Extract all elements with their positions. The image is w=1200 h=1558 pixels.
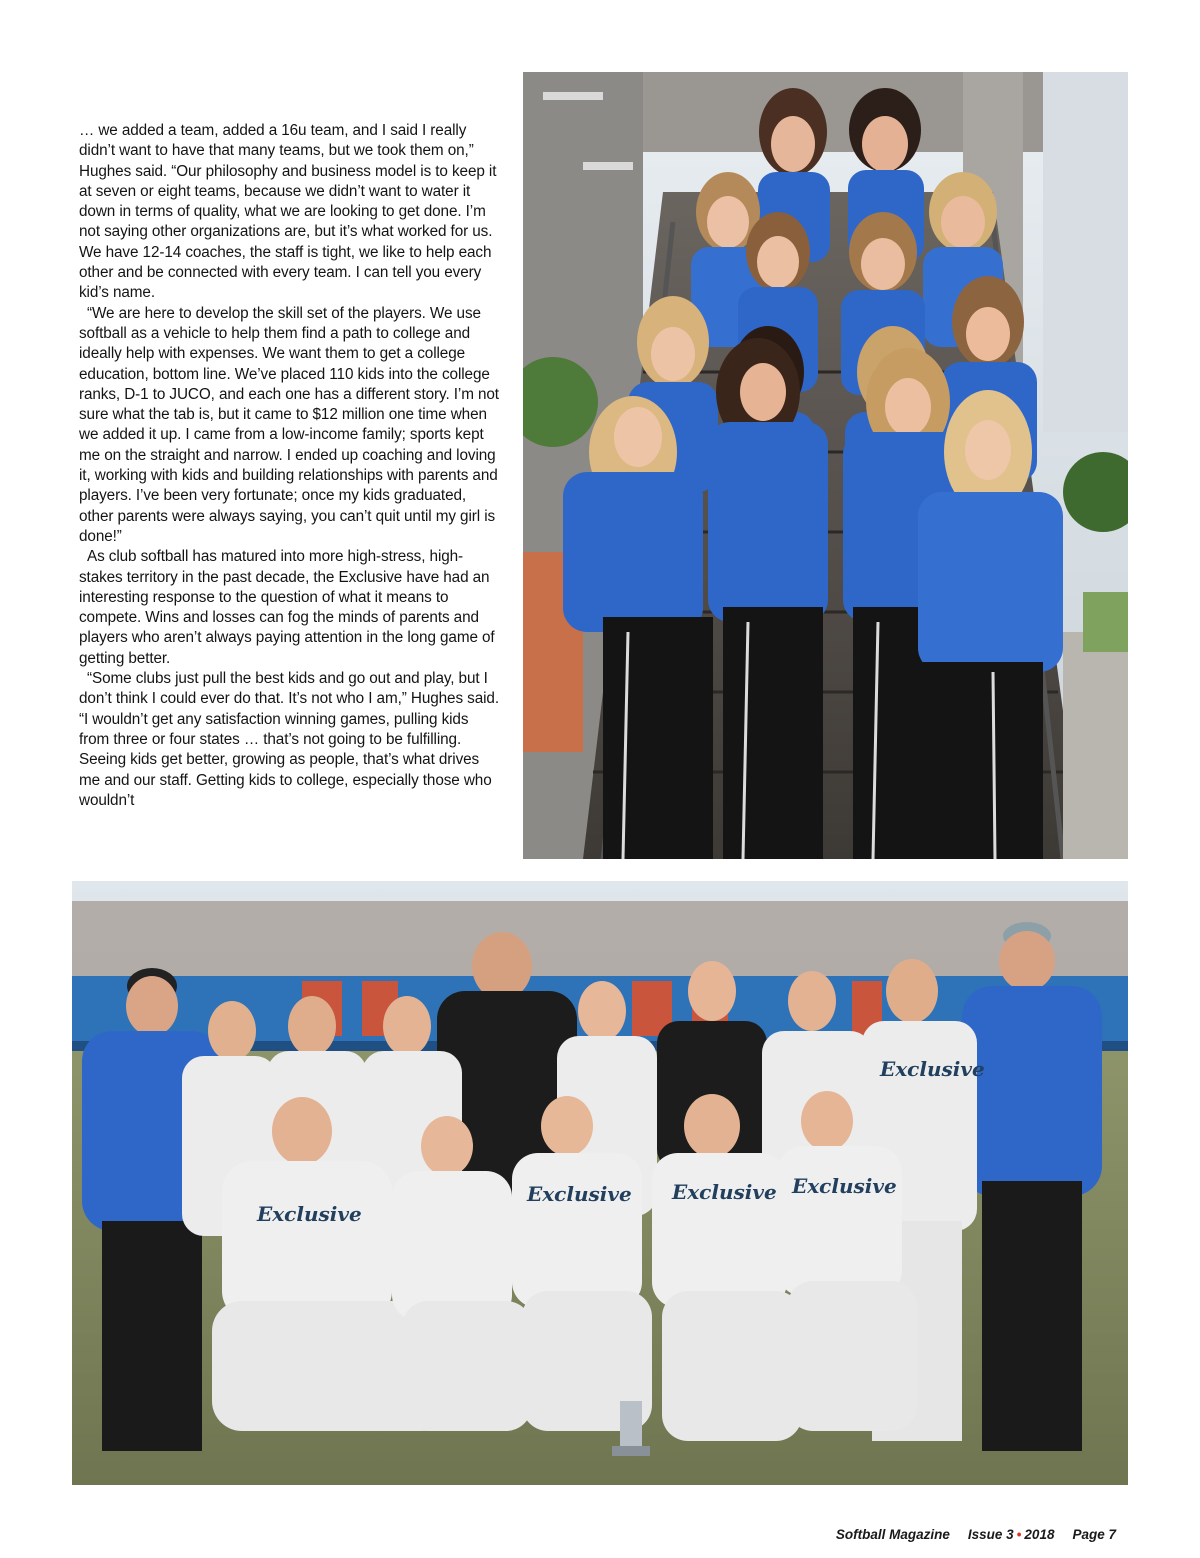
svg-text:Exclusive: Exclusive (527, 1182, 632, 1206)
svg-text:Exclusive: Exclusive (257, 1202, 362, 1226)
svg-text:Exclusive: Exclusive (672, 1180, 777, 1204)
page-number: Page 7 (1072, 1527, 1116, 1542)
team-field-photo (72, 881, 1128, 1485)
article-paragraph-2: “We are here to develop the skill set of the players. We use softball as a vehicle to help them find a path to college and ideally help with expenses. We want them to get a college education, bottom line. We’ve placed 110 kids into the college ranks, D-1 to JUCO, and each one has a different story. I’m not sure what the tab is, but it came to $12 million one time when we added it up. I came from a low-income family; sports kept me on the straight and narrow. I ended up coaching and loving it, working with kids and building relationships with parents and players. I’ve been very fortunate; once my kids graduated, other parents were always saying, you can’t quit until my girl is done!” (79, 304, 499, 545)
team-stairs-illustration (523, 72, 1128, 859)
svg-text:Exclusive: Exclusive (880, 1057, 985, 1081)
page-footer (836, 1527, 1116, 1542)
article-paragraph-4: “Some clubs just pull the best kids and go out and play, but I don’t think I could ever do that. It’s not who I am,” Hughes said. “I wouldn’t get any satisfaction winning games, pulling kids from three or four states … that’s not going to be fulfilling. Seeing kids get better, growing as people, that’s what drives me and our staff. Getting kids to college, especially those who wouldn’t (79, 670, 499, 809)
footer-bullet: • (1016, 1527, 1022, 1542)
issue-year: 2018 (1024, 1527, 1055, 1542)
svg-text:Exclusive: Exclusive (792, 1174, 897, 1198)
magazine-name: Softball Magazine (835, 1527, 950, 1542)
article-paragraph-3: As club softball has matured into more high-stress, high-stakes territory in the past decade, the Exclusive have had an interesting response to the question of what it means to compete. Wins and losses can fog the minds of parents and players who aren’t always paying attention in the long game of getting better. (79, 548, 495, 667)
kneeling-player-figures (212, 1091, 917, 1441)
team-stairs-photo (523, 72, 1128, 859)
article-paragraph-1: … we added a team, added a 16u team, and I said I really didn’t want to have that many teams, but we took them on,” Hughes said. “Our philosophy and business model is to keep it at seven or eight teams, because we didn’t want to water it down in terms of quality, what we are looking to get done. I’m not saying other organizations are, but it’s what worked for us. We have 12-14 coaches, the staff is tight, we like to help each other and be connected with every team. I can tell you every kid’s name. (79, 122, 497, 302)
article-column (79, 121, 499, 811)
team-field-illustration (72, 881, 1128, 1485)
issue-number: Issue 3 (967, 1527, 1014, 1542)
